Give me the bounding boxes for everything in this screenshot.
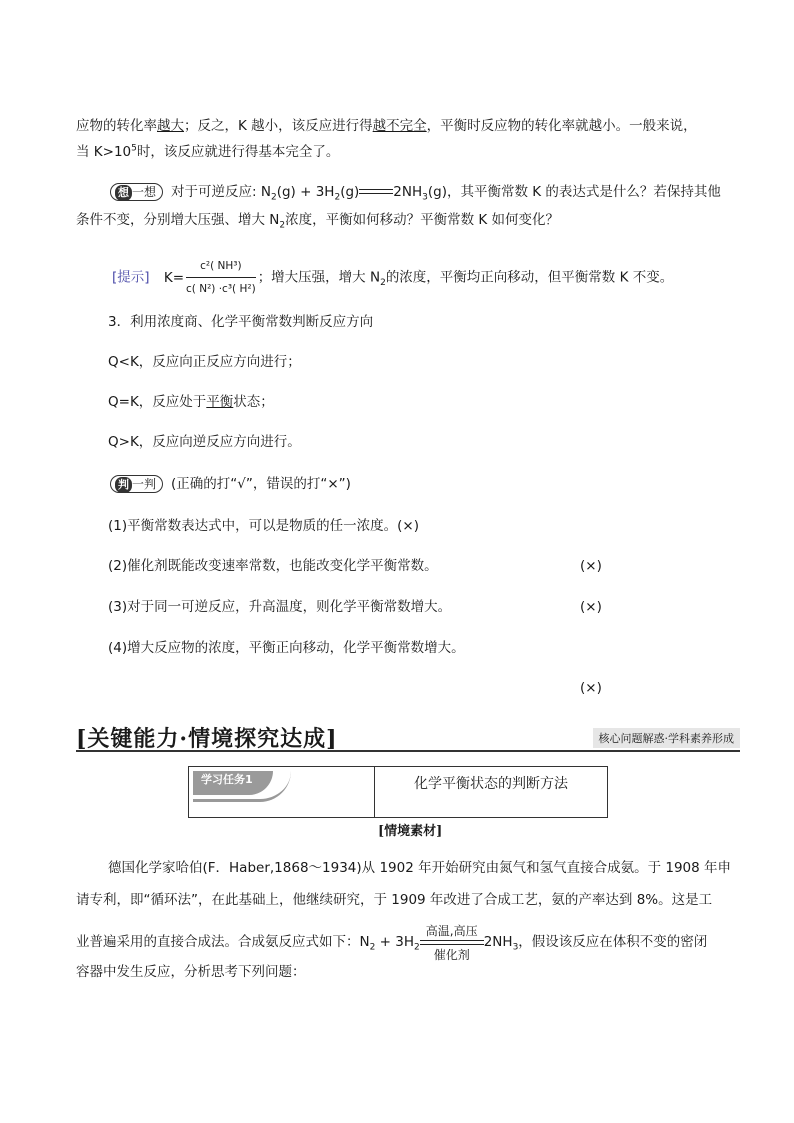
material-label: [情境素材] xyxy=(378,824,443,839)
text: + 3H xyxy=(375,934,414,950)
judge-answer: (×) xyxy=(580,680,602,696)
text: ，平衡时反应物的转化率就越小。一般来说， xyxy=(426,118,697,134)
text: 条件不变，分别增大压强、增大 N xyxy=(76,212,280,228)
section-header xyxy=(76,722,740,752)
text: (g) xyxy=(340,184,360,200)
text: 应物的转化率 xyxy=(76,118,157,134)
text: 浓度，平衡如何移动？平衡常数 K 如何变化？ xyxy=(285,212,560,228)
fraction-numerator: c²( NH³) xyxy=(186,256,256,278)
judge-instruction: (正确的打“√”，错误的打“×”) xyxy=(171,476,351,492)
text: 的浓度，平衡均正向移动，但平衡常数 K 不变。 xyxy=(385,269,674,286)
think-badge xyxy=(110,183,163,201)
story-line xyxy=(76,924,708,962)
text: 状态； xyxy=(233,394,274,410)
k-equals: K= xyxy=(163,269,185,286)
paragraph-line xyxy=(76,116,697,136)
underlined-answer: 平衡 xyxy=(206,394,234,410)
badge-text: 一想 xyxy=(132,185,157,199)
story-line: 德国化学家哈伯(F．Haber,1868～1934)从 1902 年开始研究由氮气和氢气直接合成氨。于 1908 年申 xyxy=(108,860,732,876)
badge-key: 判 xyxy=(115,477,132,493)
q-greater-than-k: Q>K，反应向逆反应方向进行。 xyxy=(108,434,301,450)
text: 对于可逆反应: N xyxy=(171,184,271,200)
subscript: 2 xyxy=(413,942,420,953)
task-tab: 学习任务1 xyxy=(193,771,273,795)
story-line: 请专利，即“循环法”，在此基础上，他继续研究，于 1909 年改进了合成工艺，氨的产率达到 8%。这是工 xyxy=(76,892,713,908)
story-line: 容器中发生反应，分析思考下列问题： xyxy=(76,964,306,980)
text: 业普遍采用的直接合成法。合成氨反应式如下：N xyxy=(76,934,370,950)
superscript: 5 xyxy=(131,143,137,154)
underlined-answer: 越大 xyxy=(157,118,184,134)
judge-answer: (×) xyxy=(580,558,602,574)
reaction-arrow-icon xyxy=(420,924,484,962)
text: 2NH xyxy=(393,184,423,200)
judge-item: (2)催化剂既能改变速率常数，也能改变化学平衡常数。 xyxy=(108,558,438,574)
text: 2NH xyxy=(483,934,513,950)
section-tag: 核心问题解惑·学科素养形成 xyxy=(593,728,741,748)
judge-item: (1)平衡常数表达式中，可以是物质的任一浓度。(×) xyxy=(108,518,419,534)
section-title: [关键能力·情境探究达成] xyxy=(76,726,338,752)
text: ，假设该反应在体积不变的密闭 xyxy=(518,934,708,950)
hint-label: [提示] xyxy=(112,269,150,286)
text: ；增大压强，增大 N xyxy=(257,269,381,286)
equilibrium-arrow-icon xyxy=(359,188,393,196)
think-question-line xyxy=(110,182,721,202)
judge-item: (4)增大反应物的浓度，平衡正向移动，化学平衡常数增大。 xyxy=(108,640,465,656)
fraction-denominator: c( N²) ·c³( H²) xyxy=(186,283,256,295)
underlined-answer: 越不完全 xyxy=(372,118,427,134)
arrow-condition-top: 高温,高压 xyxy=(425,924,478,938)
point3-title: 3．利用浓度商、化学平衡常数判断反应方向 xyxy=(108,314,374,330)
task-title: 化学平衡状态的判断方法 xyxy=(414,776,568,792)
subscript: 2 xyxy=(380,278,386,289)
arrow-condition-bottom: 催化剂 xyxy=(433,948,470,962)
equilibrium-constant-fraction xyxy=(186,256,256,299)
task-box xyxy=(188,766,608,818)
paragraph-line xyxy=(76,142,339,162)
task-label-cell xyxy=(189,767,375,817)
text: ；反之，K 越小，该反应进行得 xyxy=(184,118,373,134)
judge-item: (3)对于同一可逆反应，升高温度，则化学平衡常数增大。 xyxy=(108,599,452,615)
judge-answer: (×) xyxy=(580,599,602,615)
q-less-than-k: Q<K，反应向正反应方向进行； xyxy=(108,354,301,370)
subscript: 3 xyxy=(422,192,428,203)
subscript: 2 xyxy=(369,942,376,953)
hint-line xyxy=(112,256,673,299)
subscript: 2 xyxy=(270,192,277,203)
text: Q=K，反应处于 xyxy=(108,394,207,410)
text: (g)，其平衡常数 K 的表达式是什么？若保持其他 xyxy=(427,184,721,200)
text: 时，该反应就进行得基本完全了。 xyxy=(136,144,340,160)
subscript: 2 xyxy=(279,220,286,231)
text: 当 K>10 xyxy=(76,144,132,160)
subscript: 3 xyxy=(512,942,519,953)
think-question-line xyxy=(76,210,559,230)
badge-key: 想 xyxy=(115,185,132,201)
judge-badge xyxy=(110,475,163,493)
subscript: 2 xyxy=(334,192,341,203)
q-equals-k xyxy=(108,392,274,412)
badge-text: 一判 xyxy=(132,477,157,491)
text: (g) + 3H xyxy=(276,184,335,200)
judge-header xyxy=(110,474,351,494)
